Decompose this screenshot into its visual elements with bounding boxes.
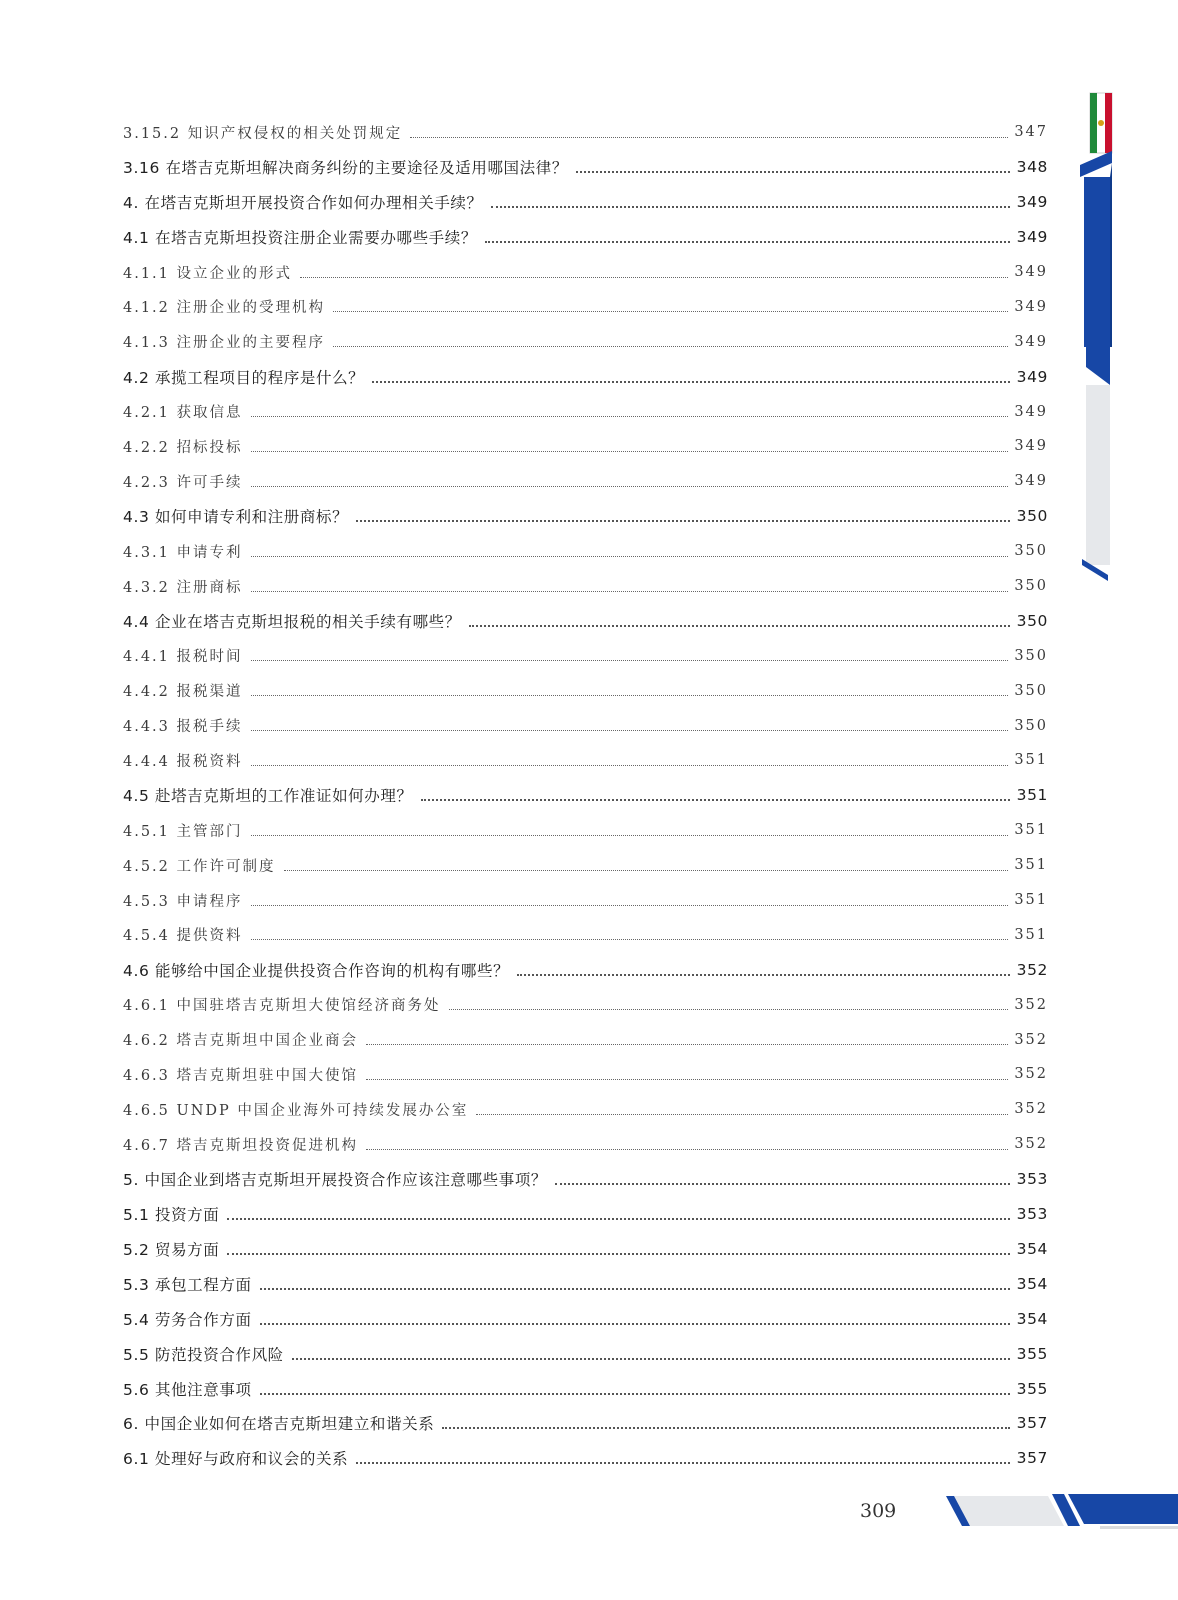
toc-entry-page: 352 (1014, 1136, 1048, 1153)
toc-dot-leader (356, 1462, 1010, 1464)
toc-entry-page: 350 (1014, 682, 1048, 699)
toc-entry-title: 4.1.2 注册企业的受理机构 (123, 300, 326, 317)
toc-entry-title: 5.2 贸易方面 (123, 1240, 220, 1259)
toc-entry (123, 1057, 1048, 1092)
toc-entry (123, 1336, 1048, 1371)
toc-dot-leader (260, 1393, 1010, 1395)
toc-entry (123, 534, 1048, 569)
toc-dot-leader (227, 1218, 1010, 1220)
toc-entry-page: 350 (1014, 543, 1048, 560)
toc-entry (123, 778, 1048, 813)
toc-entry-title: 4.6.7 塔吉克斯坦投资促进机构 (123, 1137, 359, 1154)
toc-entry-title: 5.4 劳务合作方面 (123, 1310, 252, 1329)
toc-dot-leader (227, 1253, 1010, 1255)
toc-entry-page: 352 (1014, 996, 1048, 1013)
toc-entry (123, 185, 1048, 220)
toc-entry-page: 351 (1014, 926, 1048, 943)
toc-entry-page: 347 (1014, 124, 1048, 141)
toc-entry (123, 115, 1048, 150)
toc-entry-title: 4.3.1 申请专利 (123, 544, 243, 561)
toc-entry-page: 357 (1016, 1449, 1048, 1468)
toc-dot-leader (333, 346, 1008, 347)
toc-dot-leader (517, 974, 1010, 976)
toc-entry-title: 4.1.1 设立企业的形式 (123, 265, 293, 282)
toc-entry-page: 351 (1014, 752, 1048, 769)
toc-entry-title: 4. 在塔吉克斯坦开展投资合作如何办理相关手续？ (123, 194, 483, 213)
toc-entry-page: 349 (1016, 193, 1048, 212)
toc-entry-page: 354 (1016, 1309, 1048, 1328)
toc-entry (123, 220, 1048, 255)
toc-entry (123, 289, 1048, 324)
toc-entry (123, 429, 1048, 464)
toc-entry (123, 1162, 1048, 1197)
toc-entry-title: 4.1.3 注册企业的主要程序 (123, 335, 326, 352)
tajikistan-flag-icon (1090, 93, 1112, 153)
toc-entry-page: 349 (1014, 298, 1048, 315)
toc-entry-page: 350 (1016, 507, 1048, 526)
side-decoration (1080, 85, 1178, 585)
toc-entry-page: 355 (1016, 1344, 1048, 1363)
toc-entry-title: 4.2.1 获取信息 (123, 405, 243, 422)
toc-entry-title: 4.2.3 许可手续 (123, 474, 243, 491)
toc-dot-leader (410, 137, 1008, 138)
toc-entry (123, 1301, 1048, 1336)
toc-entry-title: 4.3 如何申请专利和注册商标？ (123, 508, 349, 527)
toc-entry (123, 638, 1048, 673)
toc-dot-leader (260, 1288, 1010, 1290)
toc-dot-leader (251, 416, 1009, 417)
toc-dot-leader (251, 486, 1009, 487)
toc-entry-title: 3.16 在塔吉克斯坦解决商务纠纷的主要途径及适用哪国法律？ (123, 159, 568, 178)
toc-dot-leader (251, 765, 1009, 766)
toc-entry-title: 4.3.2 注册商标 (123, 579, 243, 596)
toc-entry (123, 324, 1048, 359)
toc-entry (123, 917, 1048, 952)
toc-entry-page: 349 (1014, 403, 1048, 420)
toc-entry (123, 1127, 1048, 1162)
toc-entry-page: 351 (1014, 892, 1048, 909)
toc-entry-title: 4.4 企业在塔吉克斯坦报税的相关手续有哪些？ (123, 612, 461, 631)
toc-dot-leader (366, 1079, 1008, 1080)
toc-dot-leader (284, 870, 1009, 871)
toc-entry-title: 4.2.2 招标投标 (123, 439, 243, 456)
toc-entry-page: 350 (1014, 717, 1048, 734)
toc-entry-page: 349 (1014, 473, 1048, 490)
toc-entry-page: 353 (1016, 1205, 1048, 1224)
toc-entry (123, 708, 1048, 743)
toc-entry (123, 499, 1048, 534)
toc-entry-title: 4.6.3 塔吉克斯坦驻中国大使馆 (123, 1067, 359, 1084)
toc-dot-leader (442, 1427, 1010, 1429)
toc-entry (123, 673, 1048, 708)
footer-decoration (940, 1488, 1178, 1538)
toc-entry-page: 352 (1014, 1101, 1048, 1118)
toc-dot-leader (366, 1044, 1008, 1045)
toc-entry-page: 349 (1014, 438, 1048, 455)
toc-entry-page: 348 (1016, 158, 1048, 177)
toc-dot-leader (491, 206, 1010, 208)
toc-dot-leader (555, 1183, 1010, 1185)
toc-entry-title: 4.5.2 工作许可制度 (123, 858, 276, 875)
toc-entry (123, 883, 1048, 918)
toc-entry-title: 5.3 承包工程方面 (123, 1275, 252, 1294)
toc-dot-leader (356, 520, 1010, 522)
toc-entry-page: 354 (1016, 1239, 1048, 1258)
toc-dot-leader (251, 591, 1009, 592)
toc-dot-leader (421, 799, 1010, 801)
toc-entry-title: 6. 中国企业如何在塔吉克斯坦建立和谐关系 (123, 1415, 435, 1434)
toc-dot-leader (300, 277, 1008, 278)
table-of-contents (123, 115, 1048, 1476)
toc-entry-title: 4.6 能够给中国企业提供投资合作咨询的机构有哪些？ (123, 961, 510, 980)
toc-entry (123, 743, 1048, 778)
toc-entry-page: 349 (1016, 228, 1048, 247)
toc-entry-title: 4.5.3 申请程序 (123, 893, 243, 910)
toc-dot-leader (251, 730, 1009, 731)
toc-entry (123, 848, 1048, 883)
toc-dot-leader (251, 905, 1009, 906)
toc-dot-leader (251, 835, 1009, 836)
toc-entry (123, 603, 1048, 638)
toc-dot-leader (469, 625, 1010, 627)
toc-dot-leader (251, 556, 1009, 557)
toc-entry (123, 1197, 1048, 1232)
toc-entry-title: 4.6.5 UNDP 中国企业海外可持续发展办公室 (123, 1102, 469, 1119)
toc-entry-page: 349 (1016, 367, 1048, 386)
toc-entry-title: 5.1 投资方面 (123, 1206, 220, 1225)
toc-entry-title: 4.2 承揽工程项目的程序是什么？ (123, 368, 365, 387)
toc-dot-leader (251, 451, 1009, 452)
toc-entry-title: 4.4.2 报税渠道 (123, 684, 243, 701)
toc-dot-leader (251, 695, 1009, 696)
toc-entry-title: 4.6.1 中国驻塔吉克斯坦大使馆经济商务处 (123, 998, 441, 1015)
toc-entry-title: 4.1 在塔吉克斯坦投资注册企业需要办哪些手续？ (123, 229, 477, 248)
toc-entry (123, 150, 1048, 185)
toc-dot-leader (333, 311, 1008, 312)
toc-entry (123, 1022, 1048, 1057)
toc-entry (123, 359, 1048, 394)
toc-entry-page: 352 (1016, 960, 1048, 979)
toc-entry-title: 4.4.4 报税资料 (123, 753, 243, 770)
toc-entry-title: 4.4.3 报税手续 (123, 719, 243, 736)
toc-entry-page: 357 (1016, 1414, 1048, 1433)
toc-entry-page: 350 (1016, 611, 1048, 630)
toc-dot-leader (251, 660, 1009, 661)
toc-entry-title: 4.6.2 塔吉克斯坦中国企业商会 (123, 1033, 359, 1050)
toc-entry (123, 464, 1048, 499)
toc-entry (123, 569, 1048, 604)
toc-entry-page: 351 (1014, 822, 1048, 839)
toc-entry (123, 1232, 1048, 1267)
toc-entry-title: 6.1 处理好与政府和议会的关系 (123, 1450, 349, 1469)
toc-entry-page: 351 (1014, 857, 1048, 874)
toc-entry-title: 4.5.4 提供资料 (123, 928, 243, 945)
toc-entry-title: 4.5.1 主管部门 (123, 823, 243, 840)
toc-entry-title: 5. 中国企业到塔吉克斯坦开展投资合作应该注意哪些事项？ (123, 1171, 548, 1190)
toc-entry (123, 1406, 1048, 1441)
toc-dot-leader (372, 381, 1010, 383)
toc-entry-title: 5.5 防范投资合作风险 (123, 1345, 284, 1364)
toc-entry-page: 354 (1016, 1274, 1048, 1293)
toc-dot-leader (476, 1114, 1008, 1115)
toc-dot-leader (260, 1323, 1010, 1325)
toc-entry (123, 1092, 1048, 1127)
toc-dot-leader (485, 241, 1010, 243)
toc-entry (123, 813, 1048, 848)
toc-entry (123, 952, 1048, 987)
toc-entry-page: 353 (1016, 1170, 1048, 1189)
toc-entry (123, 394, 1048, 429)
toc-dot-leader (449, 1009, 1009, 1010)
toc-entry-page: 349 (1014, 264, 1048, 280)
toc-dot-leader (251, 939, 1009, 940)
toc-entry-title: 4.4.1 报税时间 (123, 649, 243, 666)
toc-entry (123, 1266, 1048, 1301)
toc-entry-page: 349 (1014, 333, 1048, 350)
toc-entry-title: 3.15.2 知识产权侵权的相关处罚规定 (123, 125, 403, 142)
toc-entry-title: 4.5 赴塔吉克斯坦的工作准证如何办理？ (123, 787, 413, 806)
toc-dot-leader (576, 171, 1010, 173)
page-number: 309 (860, 1500, 897, 1522)
toc-entry-page: 352 (1014, 1066, 1048, 1083)
toc-entry-page: 350 (1014, 578, 1048, 595)
toc-dot-leader (292, 1358, 1010, 1360)
toc-dot-leader (366, 1149, 1008, 1150)
toc-entry-page: 351 (1016, 786, 1048, 805)
toc-entry (123, 987, 1048, 1022)
toc-entry-page: 350 (1014, 647, 1048, 664)
toc-entry (123, 1441, 1048, 1476)
toc-entry-page: 352 (1014, 1031, 1048, 1048)
toc-entry-title: 5.6 其他注意事项 (123, 1380, 252, 1399)
toc-entry-page: 355 (1016, 1379, 1048, 1398)
toc-entry (123, 255, 1048, 290)
toc-entry (123, 1371, 1048, 1406)
